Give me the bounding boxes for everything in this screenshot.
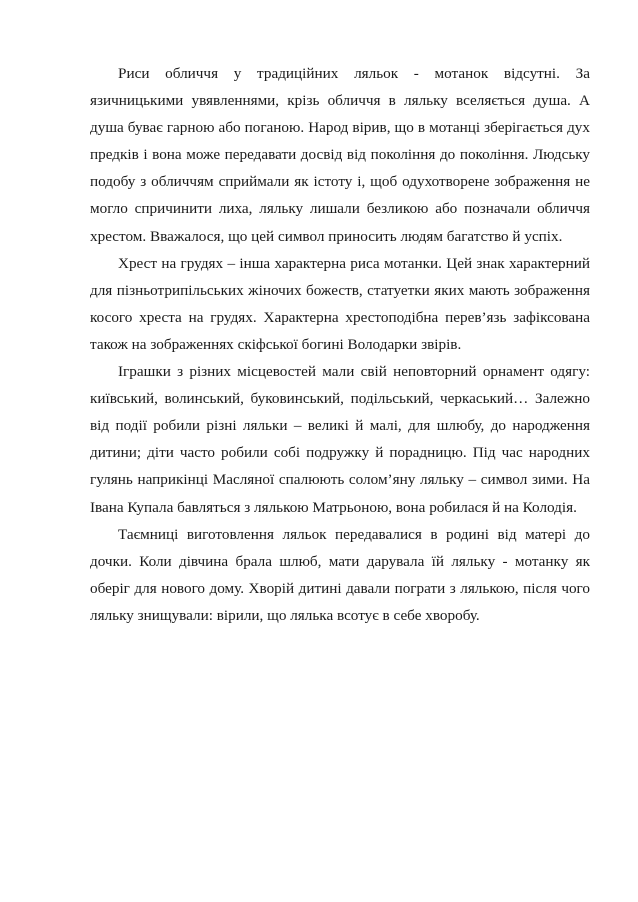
paragraph-cross-on-chest: Хрест на грудях – інша характерна риса мотанки. Цей знак характерний для пізньотрипільських жіночих божеств, статуетки яких мають зображення косого хреста на грудях. Характерна хрестоподібна перев’язь зафіксована також на зображеннях скіфської богині Володарки звірів. (90, 254, 590, 353)
paragraph-family-secrets: Таємниці виготовлення ляльок передавалися в родині від матері до дочки. Коли дівчина брала шлюб, мати дарувала їй ляльку - мотанку як оберіг для нового дому. Хворій дитині давали пограти з лялькою, після чого ляльку знищували: вірили, що лялька всотує в себе хворобу. (90, 525, 590, 624)
document-body (90, 60, 590, 629)
paragraph-regional-ornaments: Іграшки з різних місцевостей мали свій неповторний орнамент одягу: київський, волинський, буковинський, подільський, черкаський… Залежно від події робили різні ляльки – великі й малі, для шлюбу, до народження дитини; діти часто робили собі подружку й порадницю. Під час народних гулянь наприкінці Масляної спалюють солом’яну ляльку – символ зими. На Івана Купала бавляться з лялькою Матрьоною, вона робилася й на Колодія. (90, 363, 590, 516)
paragraph-face-features: Риси обличчя у традиційних ляльок - мотанок відсутні. За язичницькими увявленнями, крізь обличчя в ляльку вселяється душа. А душа буває гарною або поганою. Народ вірив, що в мотанці зберігається дух предків і вона може передавати досвід від покоління до покоління. Людську подобу з обличчям сприймали як істоту і, щоб одухотворене зображення не могло спричинити лиха, ляльку лишали безликою або позначали обличчя хрестом. Вважалося, що цей символ приносить людям багатство й успіх. (90, 65, 590, 245)
